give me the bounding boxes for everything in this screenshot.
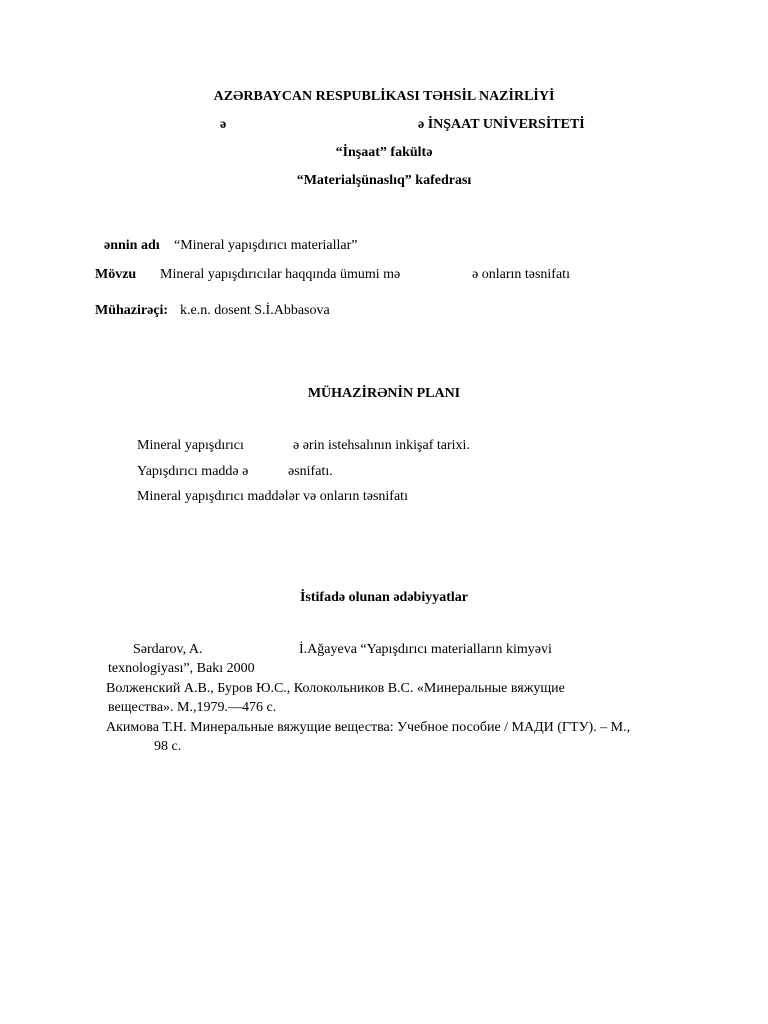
reference-1-title: İ.Ağayeva “Yapışdırıcı materialların kimyəvi — [299, 642, 552, 657]
subject-value: “Mineral yapışdırıcı materiallar” — [174, 238, 358, 253]
lecturer-value: k.e.n. dosent S.İ.Abbasova — [180, 303, 330, 318]
literature-title: İstifadə olunan ədəbiyyatlar — [299, 590, 468, 605]
reference-2-line-2: вещества». М.,1979.—476 с. — [108, 700, 277, 715]
department-name: “Materialşünaslıq” kafedrası — [296, 173, 472, 188]
university-name: ə İNŞAAT UNİVERSİTETİ — [418, 117, 585, 132]
lecturer-label: Mühazirəçi: — [95, 303, 169, 318]
subject-label: ənnin adı — [104, 238, 160, 253]
plan-item: Yapışdırıcı maddə ə — [137, 464, 249, 479]
plan-title: MÜHAZİRƏNİN PLANI — [307, 386, 461, 401]
plan-item-cont: əsnifatı. — [288, 464, 333, 479]
topic-value-part1: Mineral yapışdırıcılar haqqında ümumi mə — [160, 267, 401, 282]
ministry-title: AZƏRBAYCAN RESPUBLİKASI TƏHSİL NAZİRLİYİ — [213, 89, 555, 104]
faculty-name: “İnşaat” fakültə — [335, 145, 433, 160]
reference-1-continuation: texnologiyası”, Bakı 2000 — [108, 661, 255, 676]
topic-value-part2: ə onların təsnifatı — [472, 267, 570, 282]
plan-item-cont: ə ərin istehsalının inkişaf tarixi. — [293, 438, 470, 453]
reference-3-line-2: 98 с. — [154, 739, 182, 754]
university-prefix: ə — [220, 117, 227, 132]
reference-2-line-1: Волженский А.В., Буров Ю.С., Колокольников В.С. «Минеральные вяжущие — [106, 681, 565, 696]
plan-item: Mineral yapışdırıcı maddələr və onların təsnifatı — [137, 489, 408, 504]
plan-item: Mineral yapışdırıcı — [137, 438, 244, 453]
topic-label: Mövzu — [95, 267, 137, 282]
reference-3-line-1: Акимова Т.Н. Минеральные вяжущие вещества: Учебное пособие / МАДИ (ГТУ). – М., — [106, 720, 631, 735]
reference-1-author: Sərdarov, A. — [133, 642, 203, 657]
